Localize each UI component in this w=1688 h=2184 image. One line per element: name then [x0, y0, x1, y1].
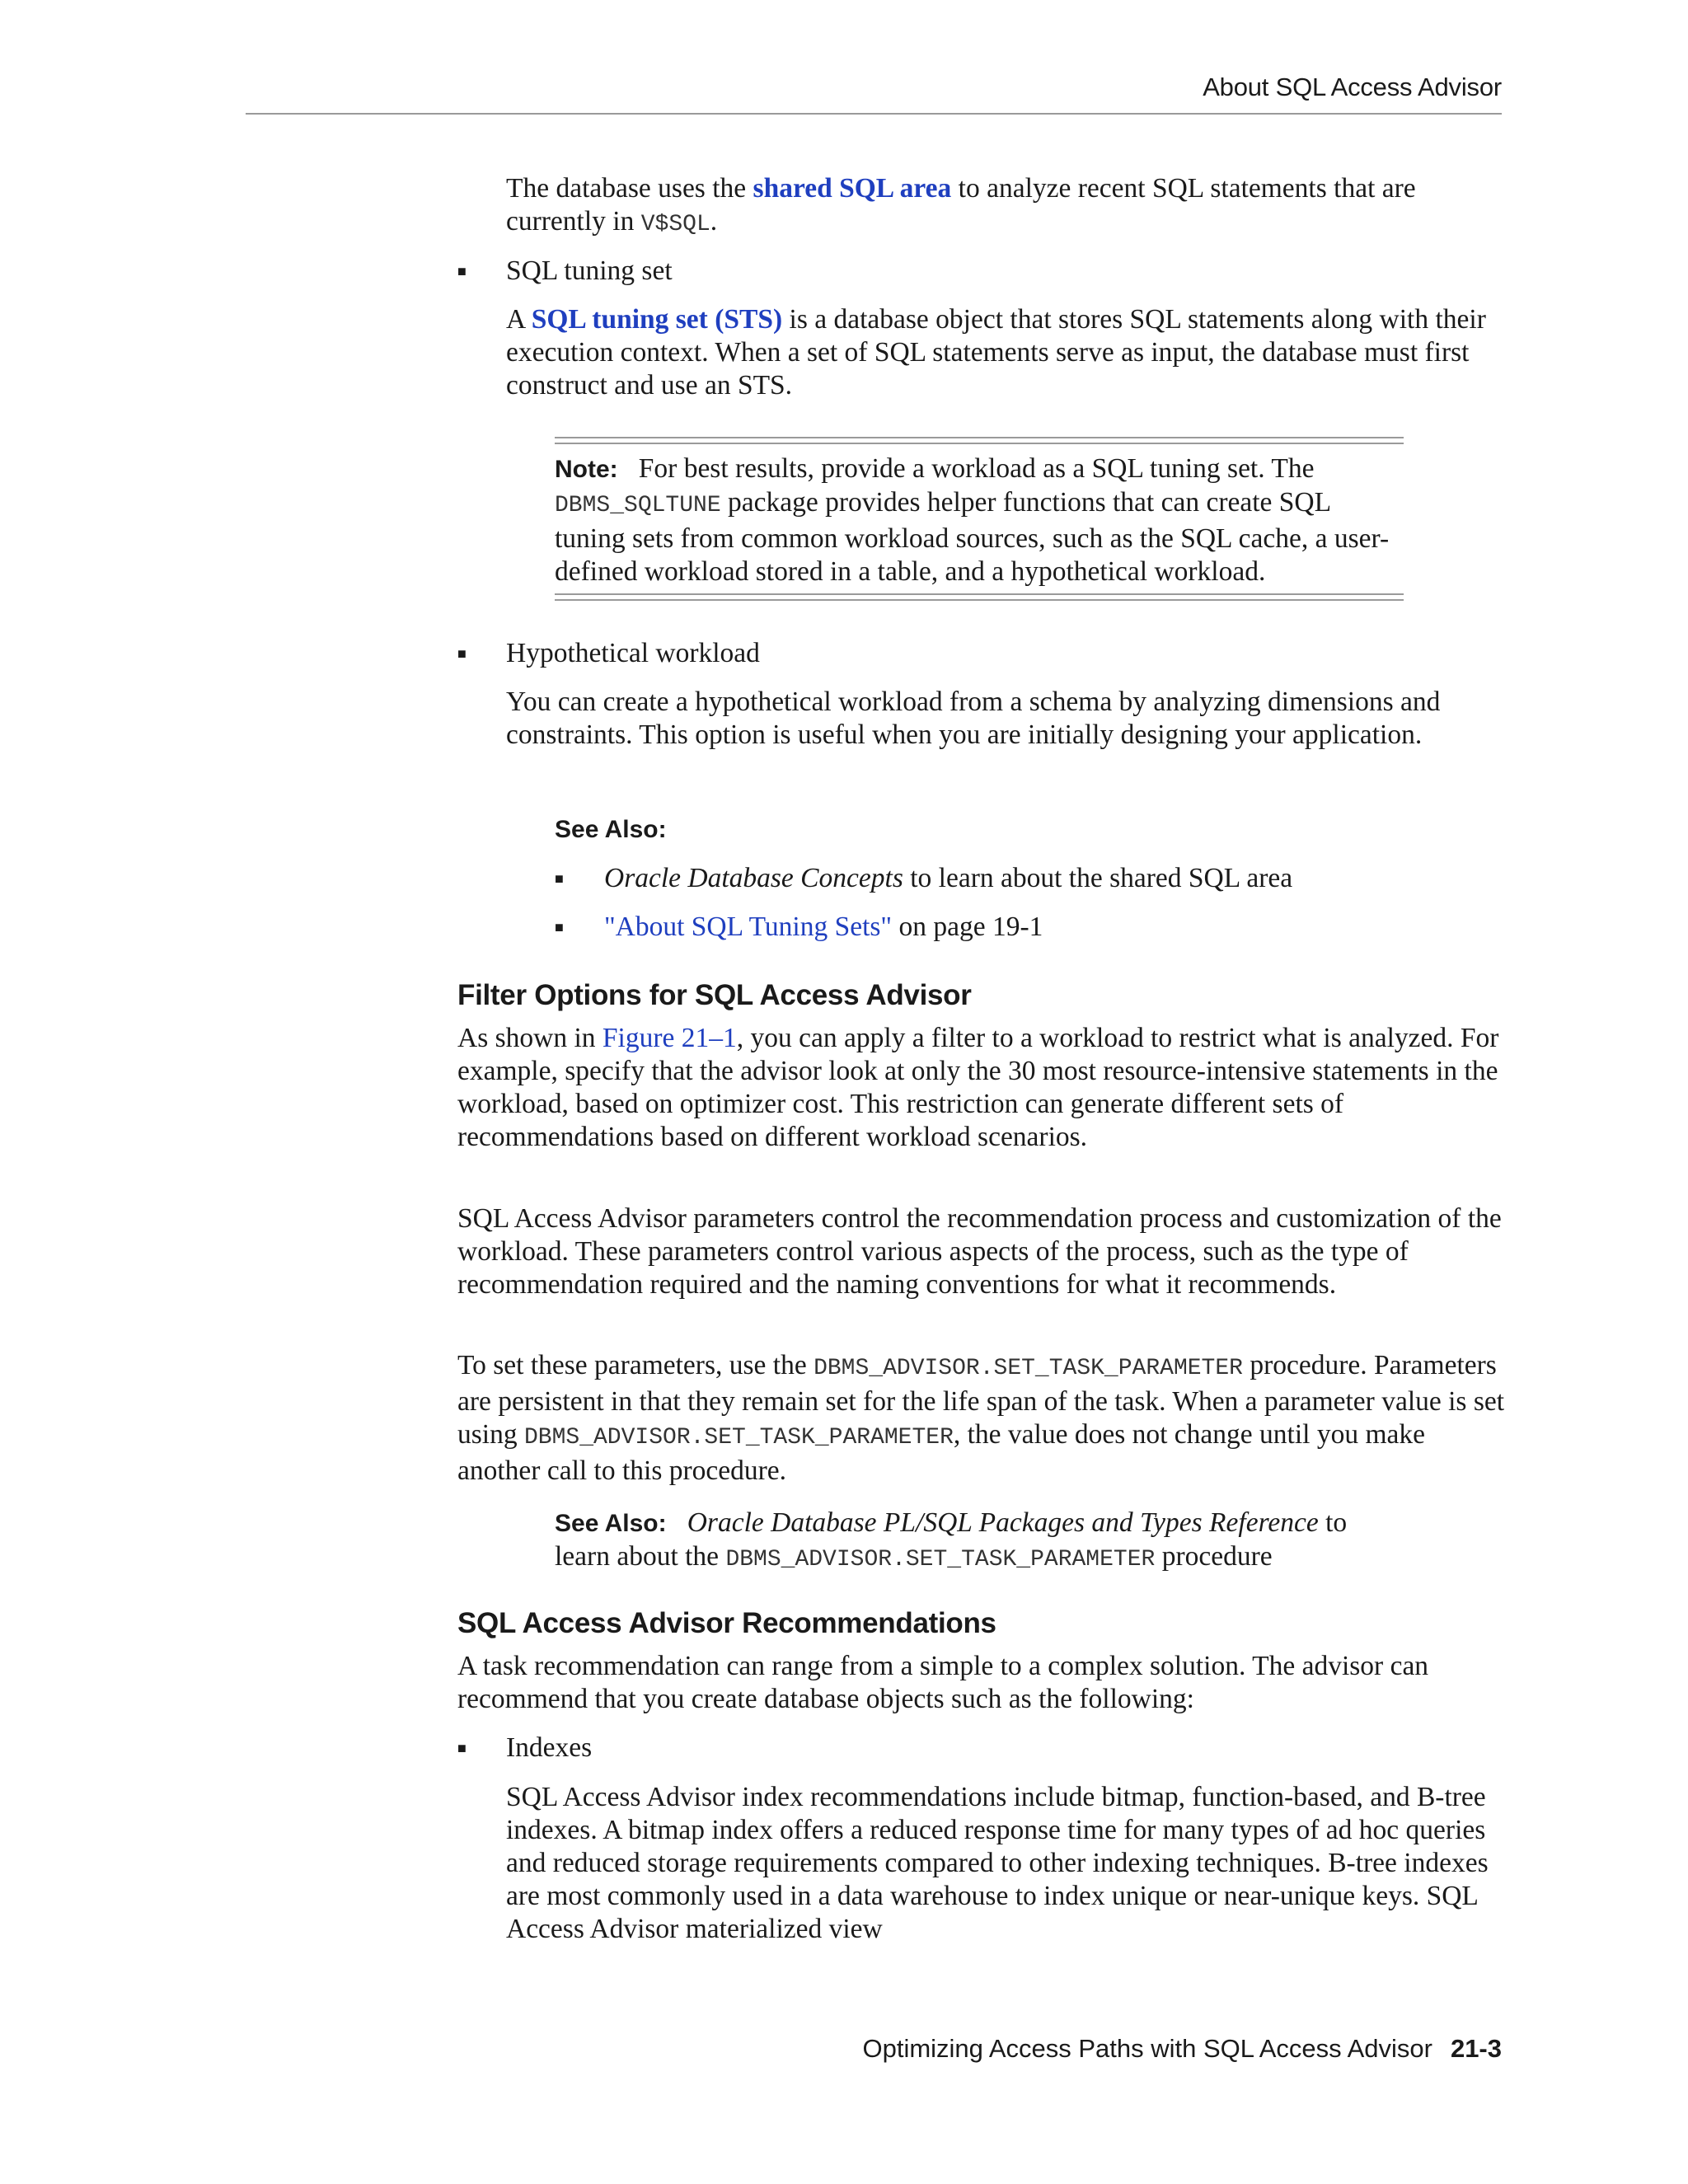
section-heading-filter-options: Filter Options for SQL Access Advisor [457, 979, 972, 1011]
inline-code: V$SQL [640, 212, 710, 237]
bullet-marker: ■ [457, 645, 467, 662]
text: procedure. Parameters are persistent in that they remain set for the life span of the task. When a parameter value is set using [457, 1350, 1505, 1450]
text: on page 19-1 [892, 912, 1043, 942]
text: is a database object that stores SQL statements along with their execution context. When a set of SQL statements serve as input, the database must first construct and use an STS. [506, 304, 1486, 401]
text: For best results, provide a workload as a SQL tuning set. The [638, 453, 1315, 484]
book-title[interactable]: Oracle Database PL/SQL Packages and Types Reference [687, 1507, 1319, 1538]
text: procedure [1155, 1541, 1273, 1572]
recommendations-paragraph: A task recommendation can range from a simple to a complex solution. The advisor can recommend that you create database objects such as the following: [457, 1651, 1429, 1714]
sts-paragraph [506, 303, 1512, 402]
figure-21-1-link[interactable]: Figure 21–1 [602, 1023, 737, 1053]
inline-code: DBMS_ADVISOR.SET_TASK_PARAMETER [725, 1547, 1156, 1572]
text: A [506, 304, 532, 335]
text: As shown in [457, 1023, 603, 1053]
hypothetical-paragraph: You can create a hypothetical workload from a schema by analyzing dimensions and constraints. This option is useful when you are initially designing your application. [506, 687, 1441, 750]
inline-code: DBMS_SQLTUNE [555, 493, 721, 518]
bullet-title-hypothetical-workload: Hypothetical workload [506, 638, 760, 668]
page-number: 21-3 [1450, 2034, 1502, 2063]
filter-paragraph-1 [457, 1022, 1512, 1154]
section-heading-recommendations: SQL Access Advisor Recommendations [457, 1607, 996, 1639]
bullet-title-indexes: Indexes [506, 1732, 593, 1763]
note-paragraph [555, 452, 1404, 588]
sql-tuning-set-link[interactable]: SQL tuning set (STS) [531, 304, 783, 335]
see-also-item [604, 911, 1043, 944]
text: The database uses the [506, 173, 753, 204]
text: . [710, 206, 718, 237]
see-also-reference [555, 1507, 1404, 1577]
shared-area-paragraph [506, 172, 1512, 241]
text: , the value does not change until you make another call to this procedure. [457, 1419, 1426, 1486]
see-also-item [604, 862, 1292, 895]
book-title[interactable]: Oracle Database Concepts [604, 863, 903, 893]
bullet-marker: ■ [457, 1740, 467, 1756]
shared-sql-area-link[interactable]: shared SQL area [753, 173, 952, 204]
text: package provides helper functions that can create SQL tuning sets from common workload sources, such as the SQL cache, a user-defined workload stored in a table, and a hypothetical workload. [555, 487, 1390, 587]
page-footer [862, 2034, 1502, 2064]
text: To set these parameters, use the [457, 1350, 814, 1380]
bullet-marker: ■ [457, 263, 467, 279]
inline-code: DBMS_ADVISOR.SET_TASK_PARAMETER [523, 1425, 954, 1451]
text: to analyze recent SQL statements that are currently in [506, 173, 1416, 237]
text: to learn about the [555, 1507, 1348, 1572]
indexes-paragraph: SQL Access Advisor index recommendations include bitmap, function-based, and B-tree indexes. A bitmap index offers a reduced response time for many types of ad hoc queries and reduced storage requirements compared to other indexing techniques. B-tree indexes are most commonly used in a data warehouse to index unique or near-unique keys. SQL Access Advisor materialized view [506, 1782, 1489, 1944]
note-label: Note: [555, 456, 618, 483]
bullet-marker: ■ [555, 919, 564, 935]
header-rule [246, 113, 1502, 115]
text: to learn about the shared SQL area [903, 863, 1293, 893]
text: , you can apply a filter to a workload to restrict what is analyzed. For example, specify that the advisor look at only the 30 most resource-intensive statements in the workload, based on optimizer cost. This restriction can generate different sets of recommendations based on different workload scenarios. [457, 1023, 1499, 1152]
inline-code: DBMS_ADVISOR.SET_TASK_PARAMETER [814, 1356, 1243, 1381]
running-header: About SQL Access Advisor [1203, 73, 1502, 101]
filter-paragraph-3 [457, 1349, 1512, 1488]
see-also-label: See Also: [555, 1510, 667, 1537]
footer-title: Optimizing Access Paths with SQL Access Advisor [862, 2034, 1432, 2063]
note-bottom-rule [555, 593, 1404, 601]
see-also-label: See Also: [555, 816, 667, 843]
bullet-marker: ■ [555, 870, 564, 887]
bullet-title-sql-tuning-set: SQL tuning set [506, 255, 673, 286]
about-sql-tuning-sets-link[interactable]: "About SQL Tuning Sets" [604, 912, 893, 942]
filter-paragraph-2: SQL Access Advisor parameters control the recommendation process and customization of the workload. These parameters control various aspects of the process, such as the type of recommendation required and the naming conventions for what it recommends. [457, 1203, 1502, 1300]
note-top-rule [555, 437, 1404, 444]
